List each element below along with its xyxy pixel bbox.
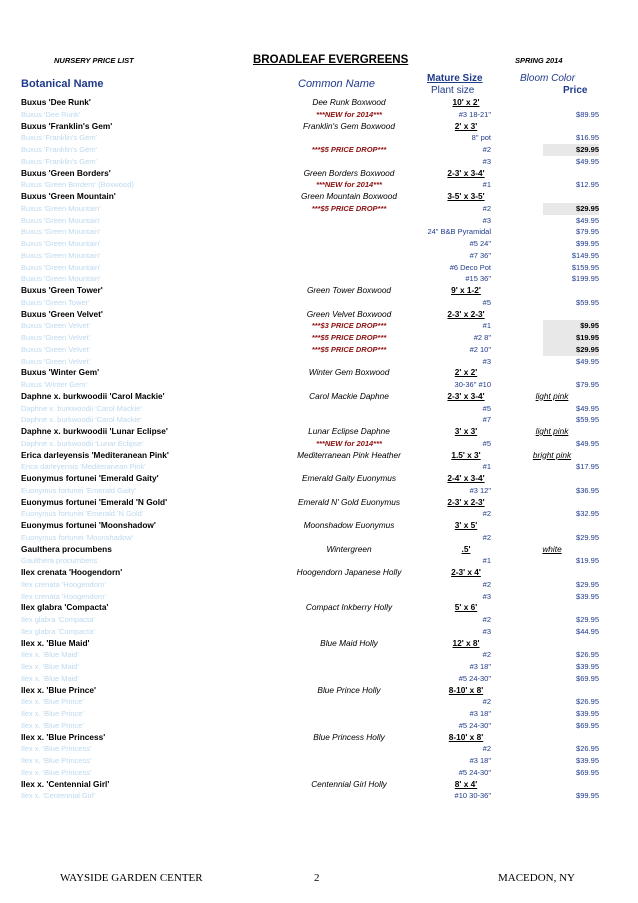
size-price-row bbox=[21, 250, 608, 262]
price: $19.95 bbox=[543, 332, 599, 344]
plant-size: #6 Deco Pot bbox=[449, 262, 491, 272]
plant-size: #5 bbox=[482, 403, 491, 413]
botanical-name: Ilex x. 'Blue Maid' bbox=[21, 637, 90, 648]
price-list bbox=[21, 97, 608, 802]
botanical-name: Buxus 'Dee Runk' bbox=[21, 109, 81, 119]
price: $26.95 bbox=[576, 697, 599, 707]
price: $32.95 bbox=[576, 509, 599, 519]
plant-size: #1 bbox=[482, 462, 491, 472]
season-label: SPRING 2014 bbox=[515, 56, 563, 65]
size-price-row bbox=[21, 790, 608, 802]
common-name: Mediterranean Pink Heather bbox=[297, 449, 401, 460]
promo-note: ***$5 PRICE DROP*** bbox=[311, 203, 387, 213]
price: $59.95 bbox=[576, 415, 599, 425]
plant-row bbox=[21, 544, 608, 556]
common-name: Emerald Gaity Euonymus bbox=[301, 473, 397, 483]
price: $29.95 bbox=[543, 344, 599, 356]
botanical-name: Buxus 'Green Velvet' bbox=[21, 344, 91, 354]
botanical-name: Buxus 'Green Velvet' bbox=[21, 321, 91, 331]
plant-row bbox=[21, 602, 608, 614]
size-price-row bbox=[21, 215, 608, 227]
price: $9.95 bbox=[543, 320, 599, 332]
size-price-row bbox=[21, 403, 608, 415]
size-price-row bbox=[21, 144, 608, 156]
price: $59.95 bbox=[576, 297, 599, 307]
botanical-name: Ilex x. 'Blue Princess' bbox=[21, 756, 92, 765]
plant-size: #2 bbox=[482, 579, 491, 589]
price: $16.95 bbox=[576, 133, 599, 143]
bloom-color: bright pink bbox=[532, 449, 572, 460]
botanical-name: Ilex crenata 'Hoogendorn' bbox=[21, 579, 107, 589]
plant-size: #10 30-36" bbox=[454, 791, 491, 801]
botanical-name: Buxus 'Franklin's Gem' bbox=[21, 145, 97, 154]
plant-size: #2 bbox=[482, 744, 491, 754]
promo-note: ***NEW for 2014*** bbox=[316, 438, 382, 448]
size-price-row bbox=[21, 262, 608, 274]
footer-location: MACEDON, NY bbox=[498, 872, 575, 884]
botanical-name: Buxus 'Green Mountain' bbox=[21, 274, 101, 284]
price: $79.95 bbox=[576, 380, 599, 389]
botanical-name: Ilex x. 'Blue Princess' bbox=[21, 731, 106, 742]
plant-row bbox=[21, 121, 608, 133]
common-name: Green Borders Boxwood bbox=[303, 167, 395, 178]
botanical-name: Daphne x. burkwoodii 'Lunar Eclipse' bbox=[21, 426, 168, 436]
plant-size: #1 bbox=[482, 556, 491, 566]
botanical-name: Erica darleyensis 'Mediteranean Pink' bbox=[21, 449, 169, 460]
mature-size: 2-4' x 3-4' bbox=[447, 473, 485, 483]
plant-size: #7 36" bbox=[469, 250, 491, 260]
botanical-name: Ilex x. 'Blue Prince' bbox=[21, 709, 84, 718]
common-name: Franklin's Gem Boxwood bbox=[303, 120, 395, 131]
botanical-name: Ilex x. 'Blue Maid' bbox=[21, 662, 79, 671]
plant-size: #2 bbox=[482, 509, 491, 519]
price: $159.95 bbox=[571, 262, 599, 272]
price: $49.95 bbox=[576, 438, 599, 448]
botanical-name: Buxus 'Winter Gem' bbox=[21, 367, 100, 378]
promo-note: ***$3 PRICE DROP*** bbox=[311, 321, 387, 331]
mature-size: 5' x 6' bbox=[454, 602, 478, 613]
botanical-name: Buxus 'Green Mountain' bbox=[21, 203, 101, 213]
size-price-row bbox=[21, 649, 608, 661]
plant-row bbox=[21, 497, 608, 509]
botanical-name: Ilex x. 'Blue Prince' bbox=[21, 720, 84, 730]
mature-size: 3-5' x 3-5' bbox=[447, 191, 485, 201]
botanical-name: Buxus 'Green Mountain' bbox=[21, 262, 101, 272]
size-price-row bbox=[21, 532, 608, 544]
common-name: Dee Runk Boxwood bbox=[312, 97, 386, 107]
plant-size: #3 18" bbox=[469, 709, 491, 718]
plant-size: #1 bbox=[482, 180, 491, 190]
common-name: Wintergreen bbox=[326, 543, 372, 554]
botanical-name: Daphne x. burkwoodii 'Carol Mackie' bbox=[21, 390, 165, 401]
botanical-name: Ilex glabra 'Compacta' bbox=[21, 626, 95, 636]
size-price-row bbox=[21, 297, 608, 309]
size-price-row bbox=[21, 508, 608, 520]
common-name: Hoogendorn Japanese Holly bbox=[296, 567, 402, 577]
botanical-name: Buxus 'Green Mountain' bbox=[21, 191, 116, 201]
botanical-name: Ilex x. 'Blue Maid' bbox=[21, 673, 79, 683]
price: $49.95 bbox=[576, 156, 599, 166]
column-header-common: Common Name bbox=[298, 78, 376, 90]
common-name: Winter Gem Boxwood bbox=[308, 367, 390, 378]
price: $26.95 bbox=[576, 650, 599, 660]
plant-size: 24" B&B Pyramidal bbox=[427, 227, 491, 237]
botanical-name: Buxus 'Green Borders' (Boxwood) bbox=[21, 180, 134, 190]
column-header-price: Price bbox=[563, 85, 588, 96]
botanical-name: Euonymus fortunei 'Moonshadow' bbox=[21, 532, 134, 542]
botanical-name: Daphne x. burkwoodii 'Lunar Eclipse' bbox=[21, 438, 144, 448]
size-price-row bbox=[21, 132, 608, 144]
size-price-row bbox=[21, 720, 608, 732]
botanical-name: Ilex crenata 'Hoogendorn' bbox=[21, 591, 107, 601]
botanical-name: Buxus 'Green Tower' bbox=[21, 285, 103, 295]
plant-size: #3 bbox=[482, 356, 491, 366]
botanical-name: Ilex x. 'Blue Princess' bbox=[21, 767, 92, 777]
common-name: Green Mountain Boxwood bbox=[301, 191, 397, 201]
plant-size: #5 24-30" bbox=[458, 720, 491, 730]
mature-size: 3' x 5' bbox=[454, 520, 478, 530]
plant-row bbox=[21, 426, 608, 438]
botanical-name: Ilex x. 'Blue Maid' bbox=[21, 650, 79, 660]
price: $69.95 bbox=[576, 767, 599, 777]
mature-size: 1.5' x 3' bbox=[451, 449, 481, 460]
botanical-name: Buxus 'Green Borders' bbox=[21, 167, 111, 178]
plant-row bbox=[21, 285, 608, 297]
price: $19.95 bbox=[576, 556, 599, 566]
size-price-row bbox=[21, 226, 608, 238]
promo-note: ***$5 PRICE DROP*** bbox=[311, 344, 387, 354]
common-name: Green Velvet Boxwood bbox=[306, 308, 392, 319]
plant-size: #3 18" bbox=[469, 662, 491, 671]
botanical-name: Buxus 'Franklin's Gem' bbox=[21, 133, 97, 143]
botanical-name: Ilex x. 'Blue Prince' bbox=[21, 684, 96, 695]
price: $36.95 bbox=[576, 485, 599, 495]
price: $79.95 bbox=[576, 227, 599, 237]
size-price-row bbox=[21, 356, 608, 368]
plant-size: #3 12" bbox=[469, 485, 491, 495]
price: $17.95 bbox=[576, 462, 599, 472]
plant-size: #2 bbox=[482, 203, 491, 213]
plant-size: 8" pot bbox=[471, 133, 491, 143]
plant-size: #2 8" bbox=[473, 333, 491, 342]
footer-company: WAYSIDE GARDEN CENTER bbox=[60, 872, 203, 884]
plant-size: #7 bbox=[482, 415, 491, 425]
plant-size: #2 bbox=[482, 615, 491, 624]
plant-row bbox=[21, 367, 608, 379]
common-name: Compact Inkberry Holly bbox=[305, 602, 393, 613]
botanical-name: Gaulthera procumbens bbox=[21, 556, 98, 566]
common-name: Carol Mackie Daphne bbox=[309, 390, 389, 401]
botanical-name: Buxus 'Green Mountain' bbox=[21, 250, 101, 260]
price: $29.95 bbox=[543, 144, 599, 156]
price: $199.95 bbox=[571, 274, 599, 284]
price: $69.95 bbox=[576, 673, 599, 683]
botanical-name: Buxus 'Winter Gem' bbox=[21, 380, 87, 389]
mature-size: 2-3' x 3-4' bbox=[447, 167, 485, 178]
price: $26.95 bbox=[576, 744, 599, 754]
plant-size: #5 24-30" bbox=[458, 767, 491, 777]
common-name: Moonshadow Euonymus bbox=[303, 520, 395, 530]
plant-size: #5 bbox=[482, 438, 491, 448]
botanical-name: Ilex x. 'Blue Prince' bbox=[21, 697, 84, 707]
botanical-name: Ilex crenata 'Hoogendorn' bbox=[21, 567, 123, 577]
size-price-row bbox=[21, 673, 608, 685]
bloom-color: light pink bbox=[535, 426, 569, 436]
botanical-name: Gaulthera procumbens bbox=[21, 543, 112, 554]
plant-size: #2 bbox=[482, 650, 491, 660]
plant-row bbox=[21, 779, 608, 791]
price: $89.95 bbox=[576, 109, 599, 119]
size-price-row bbox=[21, 708, 608, 720]
mature-size: 12' x 8' bbox=[452, 637, 480, 648]
plant-size: 30-36" #10 bbox=[454, 380, 491, 389]
price: $99.95 bbox=[576, 239, 599, 248]
promo-note: ***$5 PRICE DROP*** bbox=[311, 333, 387, 342]
plant-row bbox=[21, 168, 608, 180]
common-name: Emerald N' Gold Euonymus bbox=[297, 496, 401, 507]
size-price-row bbox=[21, 379, 608, 391]
mature-size: 10' x 2' bbox=[452, 97, 480, 107]
plant-size: #1 bbox=[482, 321, 491, 331]
plant-row bbox=[21, 97, 608, 109]
mature-size: 2' x 2' bbox=[454, 367, 478, 378]
price: $12.95 bbox=[576, 180, 599, 190]
size-price-row bbox=[21, 344, 608, 356]
mature-size: 2' x 3' bbox=[454, 120, 478, 131]
size-price-row bbox=[21, 332, 608, 344]
plant-row bbox=[21, 191, 608, 203]
botanical-name: Buxus 'Dee Runk' bbox=[21, 97, 91, 107]
plant-size: #3 18-21" bbox=[458, 109, 491, 119]
plant-row bbox=[21, 520, 608, 532]
common-name: Blue Princess Holly bbox=[313, 731, 385, 742]
size-price-row bbox=[21, 614, 608, 626]
price: $44.95 bbox=[576, 626, 599, 636]
botanical-name: Buxus 'Green Velvet' bbox=[21, 333, 91, 342]
plant-size: #15 36" bbox=[465, 274, 491, 284]
botanical-name: Ilex x. 'Blue Princess' bbox=[21, 744, 92, 754]
column-header-plant-size: Plant size bbox=[431, 85, 475, 96]
size-price-row bbox=[21, 414, 608, 426]
botanical-name: Euonymus fortunei 'Emerald Gaity' bbox=[21, 485, 136, 495]
size-price-row bbox=[21, 320, 608, 332]
botanical-name: Euonymus fortunei 'Emerald 'N Gold' bbox=[21, 496, 168, 507]
size-price-row bbox=[21, 156, 608, 168]
column-header-botanical: Botanical Name bbox=[21, 78, 104, 90]
price: $29.95 bbox=[576, 532, 599, 542]
botanical-name: Ilex x. 'Centennial Girl' bbox=[21, 778, 110, 789]
price: $39.95 bbox=[576, 756, 599, 765]
size-price-row bbox=[21, 591, 608, 603]
plant-size: #3 bbox=[482, 591, 491, 601]
botanical-name: Euonymus fortunei 'Moonshadow' bbox=[21, 520, 156, 530]
price: $29.95 bbox=[576, 615, 599, 624]
plant-row bbox=[21, 473, 608, 485]
common-name: Lunar Eclipse Daphne bbox=[308, 426, 390, 436]
botanical-name: Buxus 'Green Tower' bbox=[21, 297, 90, 307]
botanical-name: Buxus 'Green Velvet' bbox=[21, 356, 91, 366]
size-price-row bbox=[21, 438, 608, 450]
promo-note: ***NEW for 2014*** bbox=[316, 180, 382, 190]
promo-note: ***NEW for 2014*** bbox=[316, 109, 382, 119]
mature-size: .5' bbox=[461, 543, 471, 554]
size-price-row bbox=[21, 238, 608, 250]
size-price-row bbox=[21, 203, 608, 215]
size-price-row bbox=[21, 743, 608, 755]
plant-size: #5 24" bbox=[469, 239, 491, 248]
botanical-name: Daphne x. burkwoodii 'Carol Mackie' bbox=[21, 415, 142, 425]
botanical-name: Buxus 'Green Velvet' bbox=[21, 308, 103, 319]
bloom-color: white bbox=[542, 543, 562, 554]
column-header-mature-size: Mature Size bbox=[427, 73, 483, 84]
plant-size: #3 bbox=[482, 156, 491, 166]
plant-size: #2 10" bbox=[469, 344, 491, 354]
price: $39.95 bbox=[576, 662, 599, 671]
botanical-name: Buxus 'Green Mountain' bbox=[21, 227, 101, 237]
botanical-name: Buxus 'Franklin's Gem' bbox=[21, 156, 97, 166]
mature-size: 8-10' x 8' bbox=[448, 684, 484, 695]
botanical-name: Buxus 'Franklin's Gem' bbox=[21, 120, 113, 131]
botanical-name: Buxus 'Green Mountain' bbox=[21, 215, 101, 225]
price: $29.95 bbox=[543, 203, 599, 215]
plant-size: #5 bbox=[482, 297, 491, 307]
size-price-row bbox=[21, 273, 608, 285]
size-price-row bbox=[21, 109, 608, 121]
plant-size: #3 bbox=[482, 215, 491, 225]
mature-size: 8-10' x 8' bbox=[448, 731, 484, 742]
mature-size: 2-3' x 2-3' bbox=[447, 496, 485, 507]
plant-size: #2 bbox=[482, 145, 491, 154]
price: $29.95 bbox=[576, 579, 599, 589]
column-header-bloom-color: Bloom Color bbox=[520, 73, 576, 84]
mature-size: 2-3' x 2-3' bbox=[447, 308, 485, 319]
plant-row bbox=[21, 391, 608, 403]
botanical-name: Euonymus fortunei 'Emerald 'N Gold' bbox=[21, 509, 144, 519]
common-name: Green Tower Boxwood bbox=[306, 285, 392, 295]
size-price-row bbox=[21, 579, 608, 591]
size-price-row bbox=[21, 755, 608, 767]
size-price-row bbox=[21, 661, 608, 673]
page-title: BROADLEAF EVERGREENS bbox=[253, 54, 409, 66]
botanical-name: Daphne x. burkwoodii 'Carol Mackie' bbox=[21, 403, 142, 413]
size-price-row bbox=[21, 179, 608, 191]
plant-row bbox=[21, 638, 608, 650]
mature-size: 9' x 1-2' bbox=[451, 285, 481, 295]
common-name: Blue Prince Holly bbox=[317, 684, 381, 695]
page-number: 2 bbox=[314, 872, 320, 884]
botanical-name: Ilex glabra 'Compacta' bbox=[21, 615, 95, 624]
size-price-row bbox=[21, 696, 608, 708]
botanical-name: Ilex glabra 'Compacta' bbox=[21, 602, 109, 613]
price: $39.95 bbox=[576, 709, 599, 718]
plant-size: #2 bbox=[482, 532, 491, 542]
common-name: Blue Maid Holly bbox=[320, 637, 378, 648]
mature-size: 3' x 3' bbox=[454, 426, 478, 436]
size-price-row bbox=[21, 461, 608, 473]
mature-size: 2-3' x 3-4' bbox=[447, 390, 485, 401]
plant-size: #2 bbox=[482, 697, 491, 707]
botanical-name: Erica darleyensis 'Mediteranean Pink' bbox=[21, 462, 146, 472]
plant-row bbox=[21, 685, 608, 697]
mature-size: 8' x 4' bbox=[454, 778, 478, 789]
plant-row bbox=[21, 309, 608, 321]
botanical-name: Ilex x. 'Centennial Girl' bbox=[21, 791, 96, 801]
size-price-row bbox=[21, 555, 608, 567]
price: $99.95 bbox=[576, 791, 599, 801]
plant-size: #3 bbox=[482, 626, 491, 636]
list-type-label: NURSERY PRICE LIST bbox=[54, 56, 134, 65]
size-price-row bbox=[21, 767, 608, 779]
size-price-row bbox=[21, 485, 608, 497]
price: $49.95 bbox=[576, 403, 599, 413]
bloom-color: light pink bbox=[535, 390, 569, 401]
price: $149.95 bbox=[571, 250, 599, 260]
common-name: Centennial Girl Holly bbox=[311, 778, 387, 789]
plant-size: #5 24-30" bbox=[458, 673, 491, 683]
price: $69.95 bbox=[576, 720, 599, 730]
promo-note: ***$5 PRICE DROP*** bbox=[311, 145, 387, 154]
botanical-name: Buxus 'Green Mountain' bbox=[21, 239, 101, 248]
price: $49.95 bbox=[576, 356, 599, 366]
plant-row bbox=[21, 732, 608, 744]
price: $39.95 bbox=[576, 591, 599, 601]
size-price-row bbox=[21, 626, 608, 638]
plant-row bbox=[21, 450, 608, 462]
price: $49.95 bbox=[576, 215, 599, 225]
botanical-name: Euonymus fortunei 'Emerald Gaity' bbox=[21, 473, 159, 483]
plant-size: #3 18" bbox=[469, 756, 491, 765]
plant-row bbox=[21, 567, 608, 579]
mature-size: 2-3' x 4' bbox=[451, 567, 481, 577]
